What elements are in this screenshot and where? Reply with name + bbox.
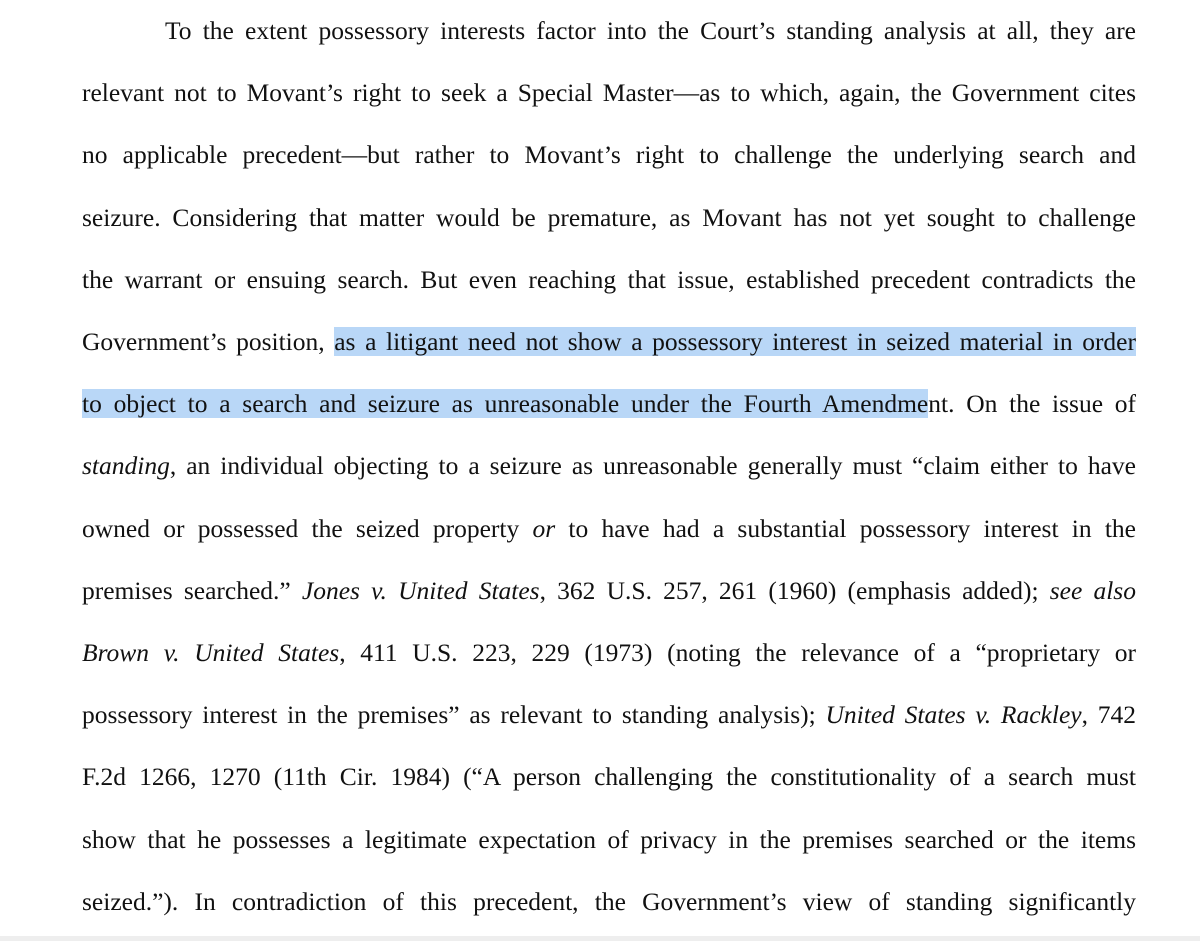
text-segment: , 411 U.S. 223, 229 (1973) (noting the relevance of a “proprietary or xyxy=(339,638,1136,667)
italic-text: or xyxy=(532,513,556,543)
text-segment: the warrant or ensuing search. But even reaching that issue, established precedent contradicts the xyxy=(82,264,1136,294)
text-line xyxy=(82,325,1136,359)
text-segment: F.2d 1266, 1270 (11th Cir. 1984) (“A person challenging the constitutionality of a search must xyxy=(82,762,1136,792)
text-segment: Government’s position, xyxy=(82,327,335,356)
text-segment: To the extent possessory interests factor into the Court’s standing analysis at all, they are xyxy=(165,16,1136,45)
text-line xyxy=(165,14,1136,48)
text-segment: seized.”). In contradiction of this precedent, the Government’s view of standing significantly xyxy=(82,886,1136,916)
text-segment: , 742 xyxy=(1081,700,1136,730)
italic-text: see also xyxy=(1049,575,1136,605)
text-segment: relevant not to Movant’s right to seek a Special Master—as to which, again, the Government cites xyxy=(82,78,1136,108)
text-line xyxy=(82,138,1136,172)
text-line xyxy=(82,885,1136,919)
text-segment: no applicable precedent—but rather to Movant’s right to challenge the underlying search and xyxy=(82,140,1136,170)
text-segment: , an individual objecting to a seizure as unreasonable generally must “claim either to have xyxy=(169,451,1136,481)
italic-text: United States v. Rackley xyxy=(825,700,1082,730)
text-line xyxy=(82,387,1136,421)
text-segment: owned or possessed the seized property xyxy=(82,513,533,543)
text-segment: possessory interest in the premises” as relevant to standing analysis); xyxy=(82,700,826,730)
text-line xyxy=(82,263,1136,297)
text-line xyxy=(82,636,1136,670)
text-segment: show that he possesses a legitimate expectation of privacy in the premises searched or the items xyxy=(82,824,1136,854)
text-line xyxy=(82,512,1136,546)
italic-text: Jones v. United States xyxy=(301,575,540,605)
text-line xyxy=(82,760,1136,794)
text-line xyxy=(82,574,1136,608)
text-segment: premises searched.” xyxy=(82,575,302,605)
highlighted-text: as a litigant need not show a possessory interest in seized material in order xyxy=(334,327,1136,356)
text-line xyxy=(82,201,1136,235)
highlighted-text: to object to a search and seizure as unreasonable under the Fourth Amendme xyxy=(82,389,929,419)
text-segment: nt. On the issue of xyxy=(928,389,1136,419)
text-line xyxy=(82,698,1136,732)
text-line xyxy=(82,823,1136,857)
bottom-edge xyxy=(0,936,1200,941)
italic-text: standing xyxy=(82,451,170,481)
italic-text: Brown v. United States xyxy=(82,638,340,667)
text-line xyxy=(82,449,1136,483)
text-segment: , 362 U.S. 257, 261 (1960) (emphasis added); xyxy=(539,575,1050,605)
text-line xyxy=(82,76,1136,110)
text-segment: seizure. Considering that matter would be premature, as Movant has not yet sought to challenge xyxy=(82,202,1136,232)
text-segment: to have had a substantial possessory interest in the xyxy=(555,513,1136,543)
